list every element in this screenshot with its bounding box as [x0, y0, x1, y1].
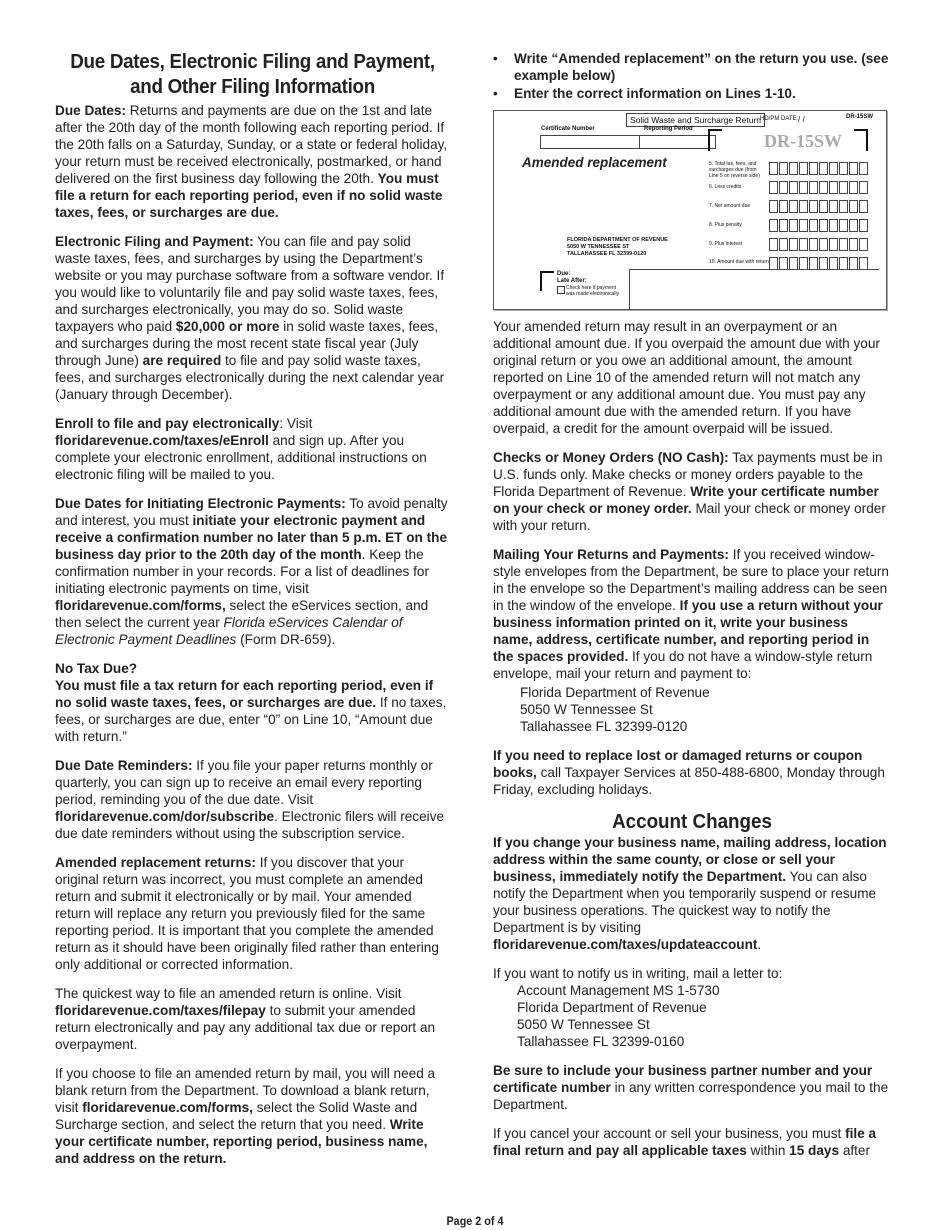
due-dates-paragraph: Due Dates: Returns and payments are due on the 1st and late after the 20th day of the month following each reporting period. If the 20th falls on a Saturday, Sunday, or a state or federal holiday, your return must be received electronically, postmarked, or hand delivered on the first business day following the 20th. You must file a return for each reporting period, even if no solid waste taxes, fees, or surcharges are due. [55, 103, 448, 220]
form-corner-mark-right-top [854, 129, 868, 131]
form-corner-mark-right [866, 129, 868, 151]
quickest-paragraph: The quickest way to file an amended return is online. Visit floridarevenue.com/taxes/filepay to submit your amended return electronically and pay any additional tax due or report an overpayment. [55, 986, 436, 1052]
section-title: Due Dates, Electronic Filing and Payment, and Other Filing Information [70, 51, 435, 98]
form-line5-label: 5. Total tax, fees, and surcharges due (from Line 5 on reverse side) [709, 161, 760, 179]
form-late-after: Late After: [557, 278, 587, 284]
form-line8-digits [769, 219, 869, 232]
form-title: Solid Waste and Surcharge Return [626, 113, 765, 127]
subscribe-link[interactable]: floridarevenue.com/dor/subscribe [55, 809, 275, 824]
form-line7-digits [769, 200, 869, 213]
overpayment-paragraph: Your amended return may result in an overpayment or an additional amount due. If you overpaid the amount due with your original return or you owe an additional amount, the amount reported on Line 10 of the amended return will not match any overpayment or any additional amount due. You must pay any additional amount due with the amended return. If you have overpaid, a credit for the amount overpaid will be issued. [493, 319, 880, 436]
form-cert-box [540, 135, 640, 149]
mailing-paragraph: Mailing Your Returns and Payments: If you received window-style envelopes from the Department, be sure to place your return in the envelope so the Department’s mailing address can be seen in the window of the envelope. If you use a return without your business information printed on it, write your business name, address, certificate number, and reporting period in the spaces provided. If you do not have a window-style return envelope, mail your return and payment to: [493, 547, 889, 681]
checks-paragraph: Checks or Money Orders (NO Cash): Tax payments must be in U.S. funds only. Make checks or money orders payable to the Florida Department of Revenue. Write your certificate number on your check or money order. Mail your check or money order with your return. [493, 450, 886, 533]
no-tax-paragraph: No Tax Due? You must file a tax return for each reporting period, even if no solid waste taxes, fees, or surcharges are due. If no taxes, fees, or surcharges are due, enter “0” on Line 10, “Amount due with return.” [55, 661, 447, 744]
form-corner-mark-left-top [708, 129, 722, 131]
form-corner-mark-left [708, 129, 710, 151]
updateaccount-link[interactable]: floridarevenue.com/taxes/updateaccount [493, 937, 758, 952]
account-changes-paragraph: If you change your business name, mailing address, location address within the same county, or close or sell your business, immediately notify the Department. You can also notify the Department when you temporarily suspend or resume your business operations. The quickest way to notify the Department is by visiting floridarevenue.com/taxes/updateaccount. [493, 835, 887, 952]
amended-paragraph: Amended replacement returns: If you discover that your original return was incorrect, you must complete an amended return and submit it electronically or by mail. Your amended return will replace any return you previously filed for the same reporting period. It is important that you complete the amended return as it should have been originally filed rather than entering only additional or corrected information. [55, 855, 439, 972]
form-line7-label: 7. Net amount due [709, 203, 751, 209]
form-divider [629, 269, 879, 270]
form-due-mark [540, 271, 542, 291]
form-line6-digits [769, 181, 869, 194]
form-period-box [639, 135, 716, 149]
form-code-small: DR-15SW [846, 114, 874, 120]
forms-link-2[interactable]: floridarevenue.com/forms, [82, 1100, 253, 1115]
account-changes-title: Account Changes [612, 811, 772, 833]
form-code-large: DR-15SW [764, 131, 843, 151]
cancel-paragraph: If you cancel your account or sell your business, you must file a final return and pay all applicable taxes within 15 days after [493, 1126, 877, 1158]
form-line9-digits [769, 238, 869, 251]
include-paragraph: Be sure to include your business partner number and your certificate number in any written correspondence you mail to the Department. [493, 1063, 889, 1112]
bullet-lines: • Enter the correct information on Lines 1-10. [493, 85, 891, 102]
form-line5-digits [769, 162, 869, 175]
efile-paragraph: Electronic Filing and Payment: You can file and pay solid waste taxes, fees, and surcharges by using the Department’s website or you may purchase software from a software vendor. If you would like to voluntarily file and pay solid waste taxes, fees, and surcharges electronically, you may do so. Solid waste taxpayers who paid $20,000 or more in solid waste taxes, fees, and surcharges during the most recent state fiscal year (July through June) are required to file and pay solid waste taxes, fees, and surcharges electronically during the next calendar year (January through December). [55, 234, 445, 402]
form-line8-label: 8. Plus penalty [709, 222, 742, 228]
form-line9-label: 9. Plus interest [709, 241, 743, 247]
forms-link[interactable]: floridarevenue.com/forms, [55, 598, 226, 613]
form-hdate: HD/PM DATE: [760, 116, 799, 122]
form-due-mark-top [540, 271, 554, 273]
left-column [55, 50, 450, 1179]
mailing-address: Florida Department of Revenue 5050 W Tennessee St Tallahassee FL 32399-0120 [520, 685, 710, 734]
enroll-link[interactable]: floridarevenue.com/taxes/eEnroll [55, 433, 269, 448]
form-dor-address: FLORIDA DEPARTMENT OF REVENUE 5050 W TENNESSEE ST TALLAHASSEE FL 32399-0120 [567, 237, 668, 257]
instruction-bullets [493, 50, 891, 102]
form-line10-label: 10. Amount due with return [709, 259, 769, 265]
enroll-paragraph: Enroll to file and pay electronically: Visit floridarevenue.com/taxes/eEnroll and sign up. After you complete your electronic enrollment, additional instructions on electronic filing will be mailed to you. [55, 416, 427, 482]
form-line6-label: 6. Less credits [709, 184, 742, 190]
filepay-link[interactable]: floridarevenue.com/taxes/filepay [55, 1003, 266, 1018]
bullet-amended: • Write “Amended replacement” on the return you use. (see example below) [493, 50, 891, 84]
replace-paragraph: If you need to replace lost or damaged returns or coupon books, call Taxpayer Services at 850-488-6800, Monday through Friday, excluding holidays. [493, 748, 885, 797]
form-divider-vert [629, 269, 630, 309]
page-footer: Page 2 of 4 [446, 1214, 504, 1228]
right-column [493, 50, 891, 1171]
form-amended-text: Amended replacement [522, 155, 667, 170]
writing-paragraph: If you want to notify us in writing, mail a letter to: [493, 966, 783, 981]
form-check-box [557, 286, 565, 294]
mail-amended-paragraph: If you choose to file an amended return by mail, you will need a blank return from the Department. To download a blank return, visit floridarevenue.com/forms, select the Solid Waste and Surcharge section, and select the return that you need. Write your certificate number, reporting period, business name, and address on the return. [55, 1066, 436, 1166]
form-cert-label: Certificate Number [541, 126, 595, 132]
form-date-slashes: / / [798, 115, 805, 124]
form-period-label: Reporting Period [644, 126, 693, 132]
writing-address: Account Management MS 1-5730 Florida Department of Revenue 5050 W Tennessee St Tallahassee FL 32399-0160 [517, 983, 720, 1049]
form-due: Due: [557, 271, 571, 277]
form-check-label: Check here if payment was made electronically [566, 285, 620, 297]
reminders-paragraph: Due Date Reminders: If you file your paper returns monthly or quarterly, you can sign up to receive an email every reporting period, reminding you of the due date. Visit floridarevenue.com/dor/subscribe. Electronic filers will receive due date reminders without using the subscription service. [55, 758, 445, 841]
example-return-form [493, 110, 887, 310]
initiate-paragraph: Due Dates for Initiating Electronic Payments: To avoid penalty and interest, you must initiate your electronic payment and receive a confirmation number no later than 5 p.m. ET on the business day prior to the 20th day of the month. Keep the confirmation number in your records. For a list of deadlines for initiating electronic payments on time, visit floridarevenue.com/forms, select the eServices section, and then select the current year Florida eServices Calendar of Electronic Payment Deadlines (Form DR-659). [55, 496, 448, 647]
